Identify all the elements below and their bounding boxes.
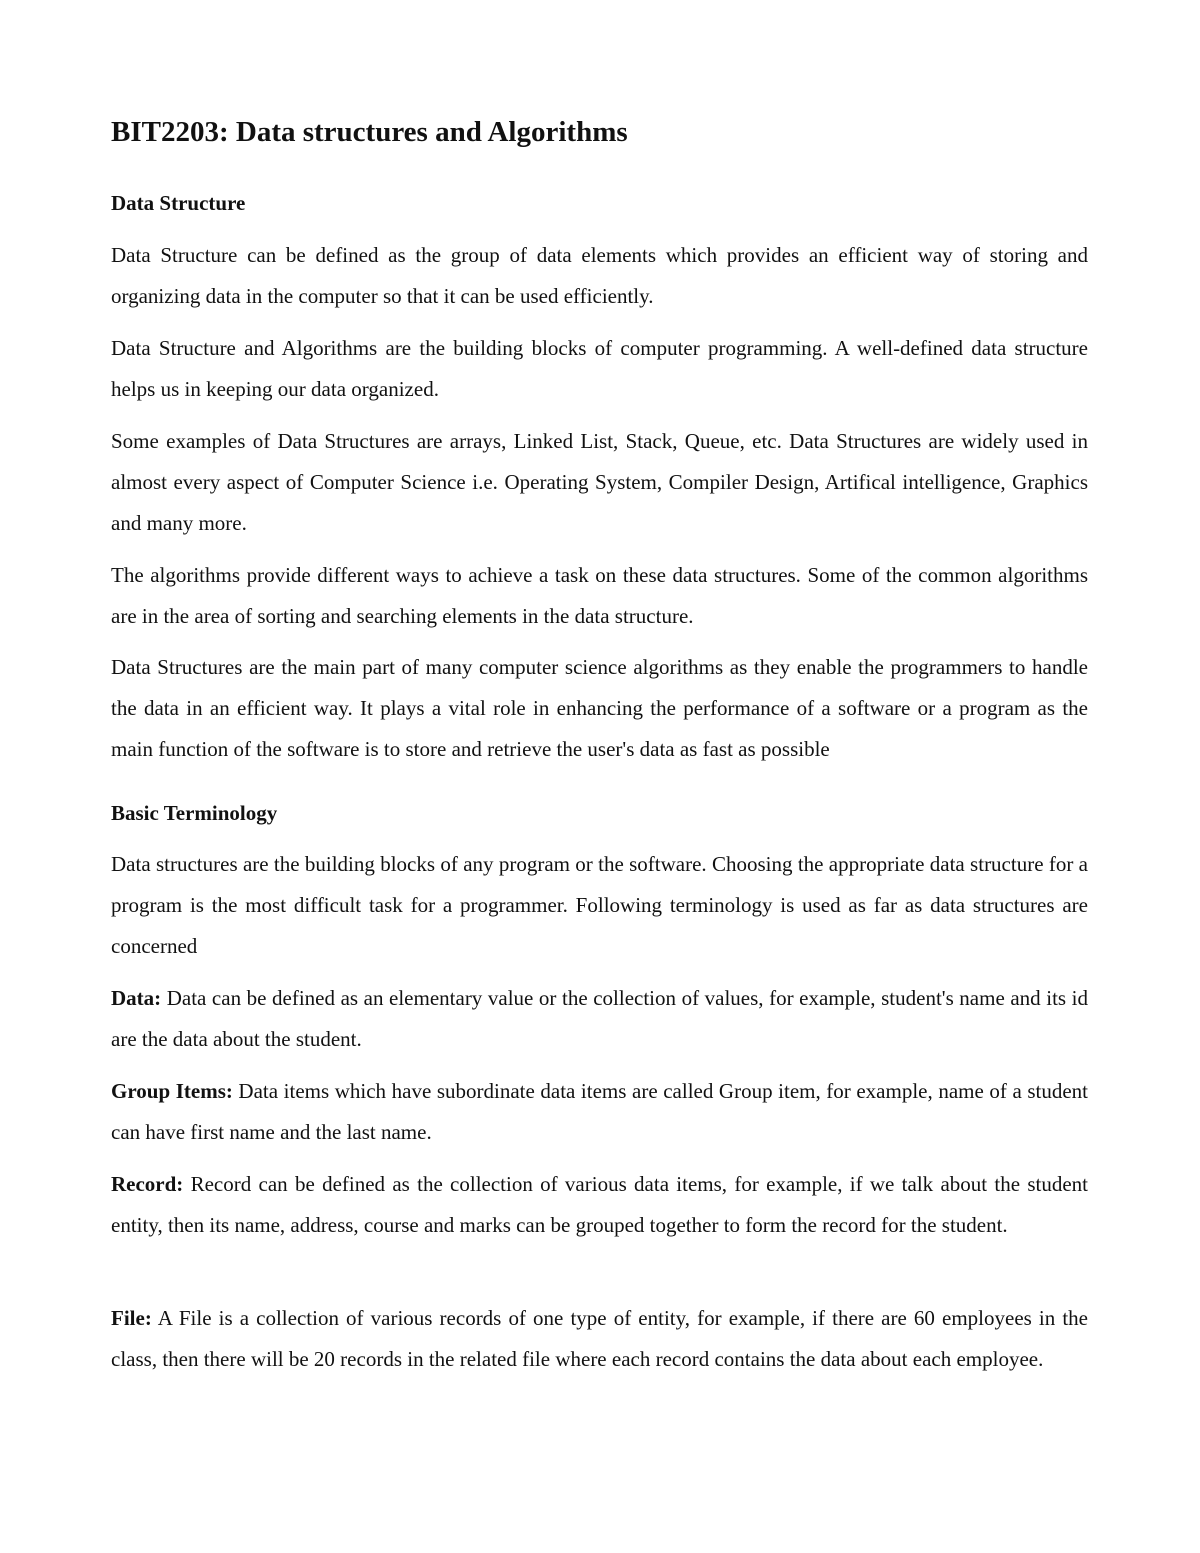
term-definition-data [111,978,1088,1060]
term-text: Data items which have subordinate data items are called Group item, for example, name of a student can have first name and the last name. [111,1079,1088,1144]
term-label: Data: [111,986,162,1010]
term-text: Data can be defined as an elementary value or the collection of values, for example, student's name and its id are the data about the student. [111,986,1088,1051]
term-text: Record can be defined as the collection of various data items, for example, if we talk about the student entity, then its name, address, course and marks can be grouped together to form the record for the student. [111,1172,1088,1237]
section-heading-basic-terminology: Basic Terminology [111,801,278,825]
term-definition-file [111,1298,1088,1380]
term-label: File: [111,1306,152,1330]
paragraph-building-blocks: Data Structure and Algorithms are the building blocks of computer programming. A well-defined data structure helps us in keeping our data organized. [111,336,1088,401]
paragraph-algorithms: The algorithms provide different ways to achieve a task on these data structures. Some of the common algorithms are in the area of sorting and searching elements in the data structure. [111,563,1088,628]
section-heading-data-structure: Data Structure [111,191,246,215]
term-definition-record [111,1164,1088,1246]
paragraph-examples: Some examples of Data Structures are arrays, Linked List, Stack, Queue, etc. Data Structures are widely used in almost every aspect of Computer Science i.e. Operating System, Compiler Design, Artifical intelligence, Graphics and many more. [111,429,1088,535]
paragraph-importance: Data Structures are the main part of many computer science algorithms as they enable the programmers to handle the data in an efficient way. It plays a vital role in enhancing the performance of a software or a program as the main function of the software is to store and retrieve the user's data as fast as possible [111,655,1088,761]
term-definition-group-items [111,1071,1088,1153]
document-title: BIT2203: Data structures and Algorithms [111,116,628,148]
paragraph-terminology-intro: Data structures are the building blocks of any program or the software. Choosing the appropriate data structure for a program is the most difficult task for a programmer. Following terminology is used as far as data structures are concerned [111,852,1088,958]
paragraph-definition: Data Structure can be defined as the group of data elements which provides an efficient way of storing and organizing data in the computer so that it can be used efficiently. [111,243,1088,308]
term-label: Group Items: [111,1079,233,1103]
term-label: Record: [111,1172,184,1196]
term-text: A File is a collection of various records of one type of entity, for example, if there are 60 employees in the class, then there will be 20 records in the related file where each record contains the data about each employee. [111,1306,1088,1371]
